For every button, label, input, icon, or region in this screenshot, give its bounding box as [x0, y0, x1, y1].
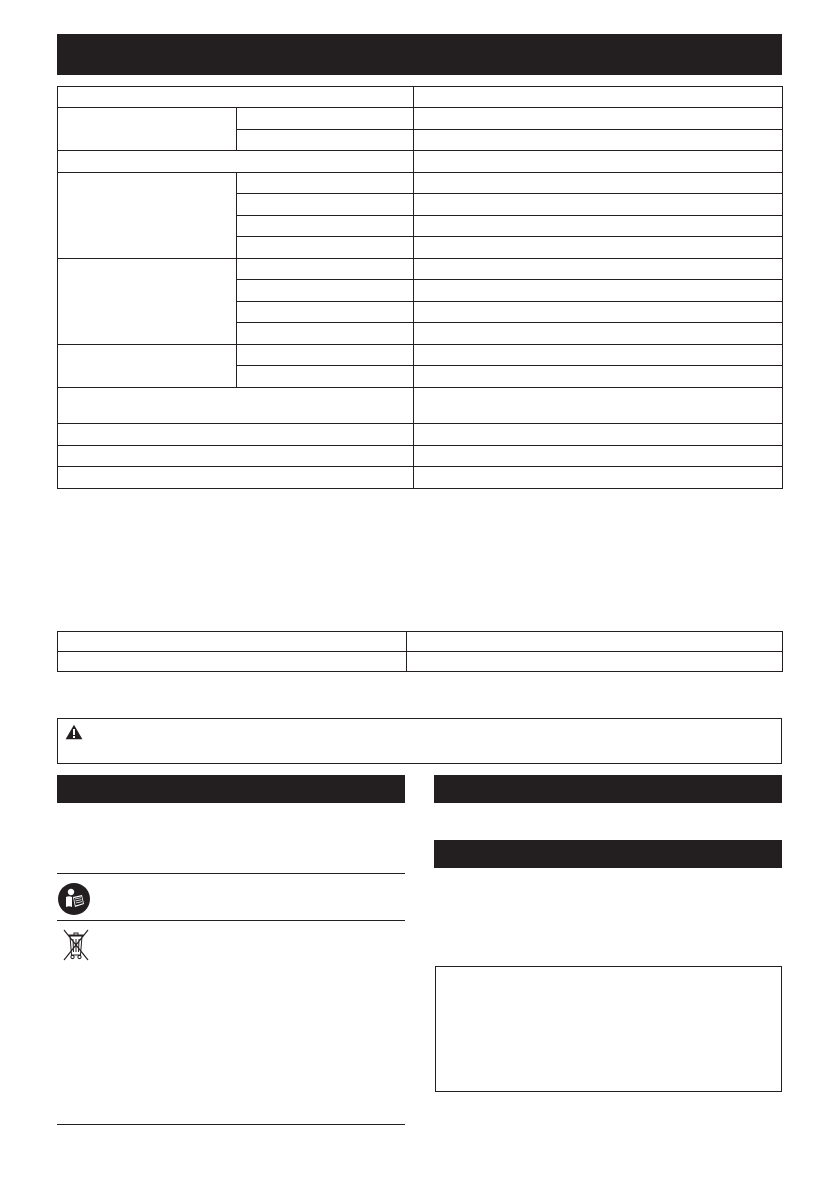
table-cell — [414, 108, 783, 130]
table-cell — [58, 632, 407, 652]
table-cell — [414, 280, 783, 302]
table-cell — [236, 216, 414, 237]
title-bar — [57, 34, 782, 75]
divider — [57, 1124, 405, 1125]
table-cell — [414, 216, 783, 237]
table-cell — [236, 237, 414, 259]
note-box — [435, 966, 782, 1092]
crossed-out-bin-icon — [61, 928, 91, 962]
table-cell — [414, 194, 783, 216]
table-row — [58, 108, 783, 130]
table-row — [58, 652, 783, 672]
warning-box — [57, 718, 782, 764]
table-cell — [58, 151, 414, 173]
table-row — [58, 388, 783, 424]
table-cell — [58, 446, 414, 467]
table-row — [58, 151, 783, 173]
table-cell — [58, 424, 414, 446]
table-cell — [58, 388, 414, 424]
table-cell — [58, 467, 414, 489]
table-row — [58, 446, 783, 467]
table-cell — [414, 323, 783, 345]
table-cell — [236, 280, 414, 302]
table-cell — [236, 173, 414, 194]
table-cell — [414, 467, 783, 489]
table-cell — [58, 652, 407, 672]
table-cell — [414, 259, 783, 280]
table-cell — [58, 173, 237, 259]
read-manual-icon — [58, 883, 90, 915]
table-row — [58, 87, 783, 108]
table-cell — [236, 366, 414, 388]
table-cell — [414, 388, 783, 424]
table-cell — [58, 108, 237, 151]
divider — [57, 920, 405, 921]
table-cell — [414, 345, 783, 366]
specification-table — [57, 86, 783, 489]
table-row — [58, 632, 783, 652]
table-cell — [414, 173, 783, 194]
table-cell — [58, 87, 414, 108]
table-cell — [414, 237, 783, 259]
table-cell — [58, 345, 237, 388]
divider — [57, 873, 405, 874]
table-cell — [414, 446, 783, 467]
table-row — [58, 173, 783, 194]
table-cell — [407, 632, 783, 652]
table-cell — [414, 302, 783, 323]
table-cell — [236, 259, 414, 280]
right-subsection-header — [434, 840, 782, 868]
table-row — [58, 345, 783, 366]
table-cell — [414, 130, 783, 151]
table-cell — [414, 366, 783, 388]
table-cell — [236, 323, 414, 345]
table-cell — [236, 345, 414, 366]
table-row — [58, 467, 783, 489]
table-row — [58, 259, 783, 280]
table-cell — [236, 108, 414, 130]
table-cell — [407, 652, 783, 672]
table-cell — [414, 87, 783, 108]
secondary-table — [57, 631, 783, 672]
table-cell — [414, 151, 783, 173]
table-cell — [236, 302, 414, 323]
table-cell — [236, 130, 414, 151]
warning-triangle-icon — [65, 724, 83, 740]
left-section-header — [57, 775, 405, 803]
table-cell — [414, 424, 783, 446]
table-cell — [236, 194, 414, 216]
table-cell — [58, 259, 237, 345]
table-row — [58, 424, 783, 446]
right-section-header — [434, 775, 782, 803]
